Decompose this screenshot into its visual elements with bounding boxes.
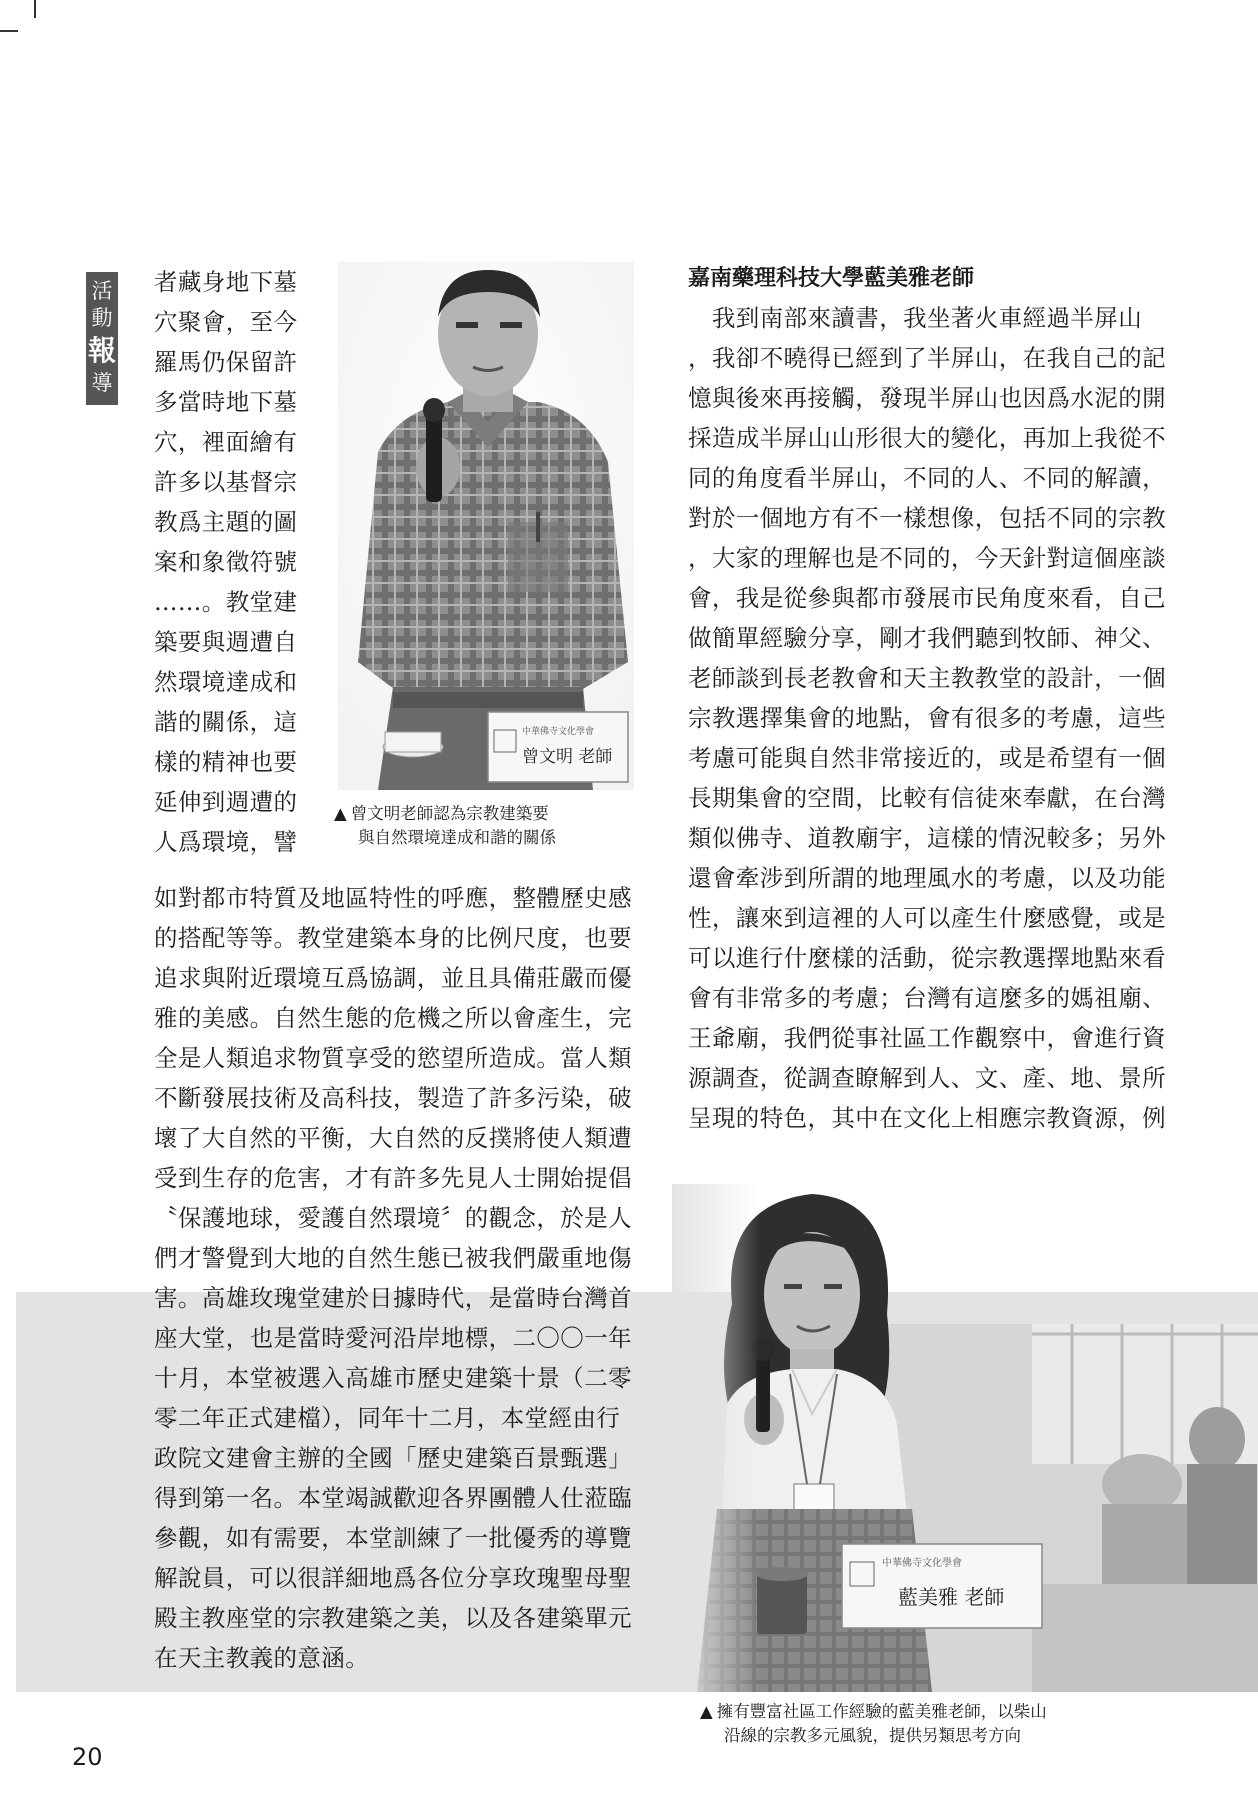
photo-zeng-wenming [338, 262, 634, 790]
text-line: 同的角度看半屏山，不同的人、不同的解讀， [688, 464, 1166, 492]
photo-lan-meiya [672, 1184, 1258, 1692]
text-line: 宗教選擇集會的地點，會有很多的考慮，這些 [688, 704, 1166, 732]
text-line: 憶與後來再接觸，發現半屏山也因爲水泥的開 [688, 384, 1166, 412]
text-line: 我到南部來讀書，我坐著火車經過半屏山 [688, 304, 1143, 332]
text-line: 延伸到週遭的 [154, 788, 298, 816]
photo-caption-2 [700, 1700, 1047, 1724]
text-line: 座大堂，也是當時愛河沿岸地標，二〇〇一年 [154, 1324, 632, 1352]
page-number: 20 [72, 1743, 103, 1771]
text-line: 許多以基督宗 [154, 468, 298, 496]
text-line: 做簡單經驗分享，剛才我們聽到牧師、神父、 [688, 624, 1166, 652]
text-line: 類似佛寺、道教廟宇，這樣的情況較多；另外 [688, 824, 1166, 852]
text-line: 考慮可能與自然非常接近的，或是希望有一個 [688, 744, 1166, 772]
text-line: 採造成半屏山山形很大的變化，再加上我從不 [688, 424, 1166, 452]
text-line: 穴聚會，至今 [154, 308, 298, 336]
text-line: 的搭配等等。教堂建築本身的比例尺度，也要 [154, 924, 632, 952]
text-line: 受到生存的危害，才有許多先見人士開始提倡 [154, 1164, 632, 1192]
text-line: 性，讓來到這裡的人可以產生什麼感覺，或是 [688, 904, 1166, 932]
text-line: 會，我是從參與都市發展市民角度來看，自己 [688, 584, 1166, 612]
photo-caption-1 [334, 802, 549, 826]
triangle-marker-icon: ▲ [700, 1702, 713, 1721]
text-line: 可以進行什麼樣的活動，從宗教選擇地點來看 [688, 944, 1166, 972]
caption-line: 曾文明老師認為宗教建築要 [350, 804, 549, 823]
text-line: 對於一個地方有不一樣想像，包括不同的宗教 [688, 504, 1166, 532]
text-line: 多當時地下墓 [154, 388, 298, 416]
text-line: 老師談到長老教會和天主教教堂的設計，一個 [688, 664, 1166, 692]
text-line: 害。高雄玫瑰堂建於日據時代，是當時台灣首 [154, 1284, 632, 1312]
text-line: 殿主教座堂的宗教建築之美，以及各建築單元 [154, 1604, 632, 1632]
text-line: 得到第一名。本堂竭誠歡迎各界團體人仕蒞臨 [154, 1484, 632, 1512]
text-line: 〝保護地球，愛護自然環境〞的觀念，於是人 [154, 1204, 632, 1232]
triangle-marker-icon: ▲ [334, 804, 347, 823]
photo-caption-1b: 與自然環境達成和諧的關係 [358, 828, 556, 847]
section-tag-char: 動 [91, 306, 113, 330]
photo-caption-2b: 沿線的宗教多元風貌，提供另類思考方向 [724, 1726, 1021, 1745]
text-line: 全是人類追求物質享受的慾望所造成。當人類 [154, 1044, 632, 1072]
crop-mark-horizontal [0, 30, 18, 32]
crop-mark-vertical [34, 0, 36, 18]
text-line: 會有非常多的考慮；台灣有這麼多的媽祖廟、 [688, 984, 1166, 1012]
text-line: 源調查，從調查瞭解到人、文、產、地、景所 [688, 1064, 1166, 1092]
text-line: 教爲主題的圖 [154, 508, 298, 536]
text-line: 們才警覺到大地的自然生態已被我們嚴重地傷 [154, 1244, 632, 1272]
text-line: 築要與週遭自 [154, 628, 298, 656]
nameplate-org: 中華佛寺文化學會 [522, 727, 595, 737]
text-line: 長期集會的空間，比較有信徒來奉獻，在台灣 [688, 784, 1166, 812]
nameplate-name: 曾文明 老師 [522, 747, 613, 767]
text-line: 十月，本堂被選入高雄市歷史建築十景（二零 [154, 1364, 632, 1392]
text-line: ，我卻不曉得已經到了半屏山，在我自己的記 [688, 344, 1166, 372]
text-line: 如對都市特質及地區特性的呼應，整體歷史感 [154, 884, 632, 912]
text-line: 追求與附近環境互爲協調，並且具備莊嚴而優 [154, 964, 632, 992]
text-line: ，大家的理解也是不同的，今天針對這個座談 [688, 544, 1166, 572]
section-tag [86, 272, 118, 405]
caption-line: 擁有豐富社區工作經驗的藍美雅老師，以柴山 [716, 1702, 1047, 1721]
text-line: 還會牽涉到所謂的地理風水的考慮，以及功能 [688, 864, 1166, 892]
text-line: 樣的精神也要 [154, 748, 298, 776]
text-line: 壞了大自然的平衡，大自然的反撲將使人類遭 [154, 1124, 632, 1152]
text-line: 王爺廟，我們從事社區工作觀察中，會進行資 [688, 1024, 1166, 1052]
text-line: 解說員，可以很詳細地爲各位分享玫瑰聖母聖 [154, 1564, 632, 1592]
text-line: 人爲環境，譬 [154, 828, 298, 856]
text-line: 參觀，如有需要，本堂訓練了一批優秀的導覽 [154, 1524, 632, 1552]
text-line: 案和象徵符號 [154, 548, 298, 576]
text-line: 呈現的特色，其中在文化上相應宗教資源，例 [688, 1104, 1166, 1132]
text-line: 不斷發展技術及高科技，製造了許多污染，破 [154, 1084, 632, 1112]
section-tag-char: 報 [87, 334, 116, 367]
section-tag-char: 導 [91, 371, 113, 395]
section-heading: 嘉南藥理科技大學藍美雅老師 [688, 266, 975, 291]
text-line: 者藏身地下墓 [154, 268, 298, 296]
text-line: 穴，裡面繪有 [154, 428, 298, 456]
text-line: 諧的關係，這 [154, 708, 298, 736]
text-line: 零二年正式建檔），同年十二月，本堂經由行 [154, 1404, 621, 1432]
text-line: 羅馬仍保留許 [154, 348, 298, 376]
text-line: 在天主教義的意涵。 [154, 1644, 370, 1672]
text-line: 政院文建會主辦的全國「歷史建築百景甄選」 [154, 1444, 632, 1472]
section-tag-char: 活 [91, 279, 113, 303]
text-line: ……。教堂建 [154, 588, 298, 616]
text-line: 雅的美感。自然生態的危機之所以會產生，完 [154, 1004, 632, 1032]
text-line: 然環境達成和 [154, 668, 298, 696]
